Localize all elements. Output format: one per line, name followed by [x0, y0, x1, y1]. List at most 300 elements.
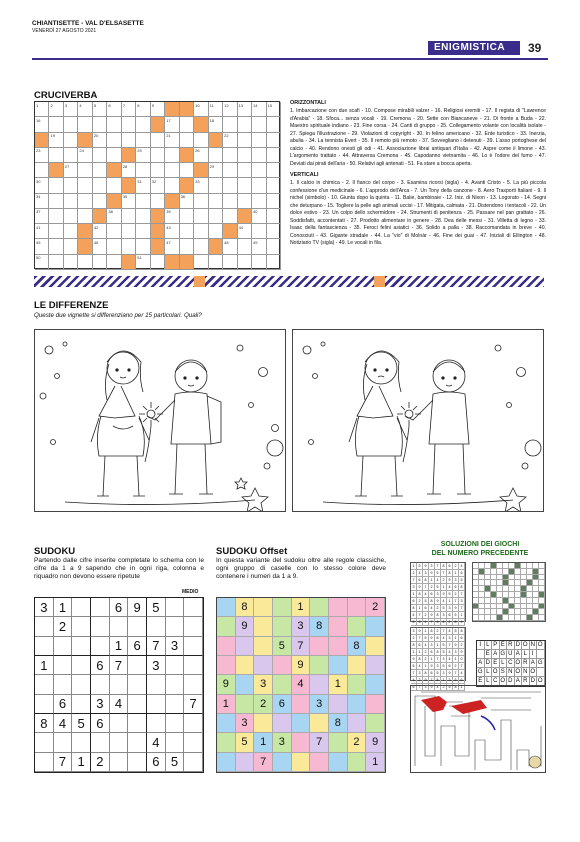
- crossword-cell[interactable]: [151, 133, 165, 148]
- sudoku-offset-cell[interactable]: 8: [310, 617, 329, 636]
- crossword-cell[interactable]: 5: [93, 102, 107, 117]
- sudoku-offset-cell[interactable]: 3: [236, 714, 255, 733]
- sudoku-offset-cell[interactable]: [366, 675, 385, 694]
- sudoku-offset-cell[interactable]: [236, 753, 255, 772]
- crossword-cell[interactable]: [252, 194, 266, 209]
- crossword-grid[interactable]: [34, 101, 280, 269]
- sudoku-cell[interactable]: 6: [91, 714, 110, 733]
- sudoku-offset-cell[interactable]: 6: [273, 695, 292, 714]
- sudoku-offset-cell[interactable]: 8: [329, 714, 348, 733]
- sudoku-offset-cell[interactable]: 1: [329, 675, 348, 694]
- crossword-cell[interactable]: [209, 224, 223, 239]
- sudoku-cell[interactable]: [91, 637, 110, 656]
- crossword-cell[interactable]: 1: [35, 102, 49, 117]
- sudoku-offset-cell[interactable]: [217, 753, 236, 772]
- crossword-cell[interactable]: 41: [35, 224, 49, 239]
- crossword-cell[interactable]: [267, 133, 281, 148]
- crossword-cell[interactable]: 49: [252, 239, 266, 254]
- sudoku-cell[interactable]: [91, 675, 110, 694]
- sudoku-cell[interactable]: 6: [128, 637, 147, 656]
- crossword-cell[interactable]: [122, 239, 136, 254]
- crossword-cell[interactable]: 44: [238, 224, 252, 239]
- crossword-cell[interactable]: [78, 209, 92, 224]
- sudoku-offset-cell[interactable]: [329, 733, 348, 752]
- crossword-cell[interactable]: [107, 239, 121, 254]
- crossword-cell[interactable]: [238, 163, 252, 178]
- sudoku-offset-cell[interactable]: [236, 656, 255, 675]
- sudoku-offset-cell[interactable]: 1: [292, 598, 311, 617]
- crossword-cell[interactable]: [136, 194, 150, 209]
- crossword-cell[interactable]: [194, 194, 208, 209]
- crossword-cell[interactable]: [107, 178, 121, 193]
- sudoku-cell[interactable]: [110, 753, 129, 772]
- sudoku-offset-cell[interactable]: [217, 656, 236, 675]
- sudoku-cell[interactable]: [128, 714, 147, 733]
- crossword-cell[interactable]: [180, 133, 194, 148]
- sudoku-offset-cell[interactable]: [217, 598, 236, 617]
- crossword-cell[interactable]: [78, 255, 92, 270]
- sudoku-offset-cell[interactable]: [273, 714, 292, 733]
- sudoku-offset-cell[interactable]: [348, 695, 367, 714]
- sudoku-offset-cell[interactable]: [329, 695, 348, 714]
- crossword-cell[interactable]: [180, 224, 194, 239]
- sudoku-offset-grid[interactable]: [216, 597, 386, 773]
- sudoku-cell[interactable]: [184, 617, 203, 636]
- differences-panel-left[interactable]: [34, 329, 286, 512]
- sudoku-cell[interactable]: 7: [54, 753, 73, 772]
- crossword-cell[interactable]: [165, 163, 179, 178]
- sudoku-offset-cell[interactable]: 9: [236, 617, 255, 636]
- sudoku-cell[interactable]: [128, 675, 147, 694]
- sudoku-cell[interactable]: 3: [35, 598, 54, 617]
- sudoku-offset-cell[interactable]: [310, 675, 329, 694]
- sudoku-offset-cell[interactable]: 8: [348, 637, 367, 656]
- sudoku-cell[interactable]: [91, 598, 110, 617]
- sudoku-offset-cell[interactable]: 5: [236, 733, 255, 752]
- crossword-cell[interactable]: [49, 117, 63, 132]
- sudoku-cell[interactable]: [72, 598, 91, 617]
- crossword-cell[interactable]: 25: [136, 148, 150, 163]
- crossword-cell[interactable]: [93, 194, 107, 209]
- sudoku-offset-cell[interactable]: [310, 753, 329, 772]
- sudoku-cell[interactable]: 7: [184, 695, 203, 714]
- sudoku-offset-cell[interactable]: [310, 656, 329, 675]
- sudoku-cell[interactable]: 3: [166, 637, 185, 656]
- sudoku-cell[interactable]: 4: [110, 695, 129, 714]
- sudoku-cell[interactable]: [110, 733, 129, 752]
- crossword-cell[interactable]: [107, 224, 121, 239]
- sudoku-offset-cell[interactable]: 1: [217, 695, 236, 714]
- crossword-cell[interactable]: 43: [165, 224, 179, 239]
- crossword-cell[interactable]: [165, 148, 179, 163]
- sudoku-cell[interactable]: [72, 733, 91, 752]
- crossword-cell[interactable]: [136, 239, 150, 254]
- sudoku-cell[interactable]: [128, 753, 147, 772]
- sudoku-cell[interactable]: 5: [72, 714, 91, 733]
- crossword-cell[interactable]: [223, 194, 237, 209]
- sudoku-offset-cell[interactable]: [273, 598, 292, 617]
- crossword-cell[interactable]: [194, 133, 208, 148]
- sudoku-cell[interactable]: [184, 656, 203, 675]
- sudoku-offset-cell[interactable]: [329, 753, 348, 772]
- crossword-cell[interactable]: [93, 163, 107, 178]
- crossword-cell[interactable]: [267, 224, 281, 239]
- sudoku-cell[interactable]: [166, 675, 185, 694]
- crossword-cell[interactable]: [252, 224, 266, 239]
- crossword-cell[interactable]: 13: [238, 102, 252, 117]
- crossword-cell[interactable]: [267, 209, 281, 224]
- sudoku-cell[interactable]: 1: [110, 637, 129, 656]
- crossword-cell[interactable]: 18: [209, 117, 223, 132]
- crossword-cell[interactable]: [252, 133, 266, 148]
- crossword-cell[interactable]: [252, 148, 266, 163]
- crossword-cell[interactable]: 36: [180, 194, 194, 209]
- crossword-cell[interactable]: [223, 178, 237, 193]
- crossword-cell[interactable]: 8: [136, 102, 150, 117]
- crossword-cell[interactable]: [49, 224, 63, 239]
- crossword-cell[interactable]: [93, 178, 107, 193]
- crossword-cell[interactable]: [49, 148, 63, 163]
- sudoku-offset-cell[interactable]: 7: [292, 637, 311, 656]
- sudoku-cell[interactable]: [166, 695, 185, 714]
- sudoku-cell[interactable]: 1: [35, 656, 54, 675]
- crossword-cell[interactable]: [238, 194, 252, 209]
- sudoku-cell[interactable]: 5: [147, 598, 166, 617]
- sudoku-cell[interactable]: [166, 617, 185, 636]
- sudoku-cell[interactable]: 3: [91, 695, 110, 714]
- crossword-cell[interactable]: [64, 133, 78, 148]
- sudoku-offset-cell[interactable]: [348, 598, 367, 617]
- crossword-cell[interactable]: [107, 148, 121, 163]
- crossword-cell[interactable]: [78, 163, 92, 178]
- crossword-cell[interactable]: [209, 148, 223, 163]
- crossword-cell[interactable]: [151, 194, 165, 209]
- crossword-cell[interactable]: 24: [78, 148, 92, 163]
- sudoku-cell[interactable]: [110, 675, 129, 694]
- sudoku-offset-cell[interactable]: [273, 753, 292, 772]
- sudoku-offset-cell[interactable]: 8: [236, 598, 255, 617]
- crossword-cell[interactable]: 34: [35, 194, 49, 209]
- sudoku-cell[interactable]: [166, 714, 185, 733]
- sudoku-offset-cell[interactable]: 3: [273, 733, 292, 752]
- sudoku-offset-cell[interactable]: 3: [292, 617, 311, 636]
- sudoku-offset-cell[interactable]: 3: [310, 695, 329, 714]
- crossword-cell[interactable]: [238, 117, 252, 132]
- sudoku-cell[interactable]: 1: [54, 598, 73, 617]
- sudoku-offset-cell[interactable]: [217, 637, 236, 656]
- sudoku-cell[interactable]: [184, 733, 203, 752]
- sudoku-offset-cell[interactable]: 9: [217, 675, 236, 694]
- sudoku-cell[interactable]: [184, 753, 203, 772]
- crossword-cell[interactable]: [194, 224, 208, 239]
- crossword-cell[interactable]: [78, 194, 92, 209]
- crossword-cell[interactable]: [136, 209, 150, 224]
- sudoku-cell[interactable]: 3: [147, 656, 166, 675]
- crossword-cell[interactable]: [151, 255, 165, 270]
- sudoku-cell[interactable]: [72, 637, 91, 656]
- sudoku-cell[interactable]: 7: [110, 656, 129, 675]
- sudoku-offset-cell[interactable]: 1: [254, 733, 273, 752]
- crossword-cell[interactable]: [194, 255, 208, 270]
- sudoku-offset-cell[interactable]: [366, 695, 385, 714]
- crossword-cell[interactable]: 16: [35, 117, 49, 132]
- sudoku-cell[interactable]: 6: [110, 598, 129, 617]
- sudoku-offset-cell[interactable]: [348, 656, 367, 675]
- crossword-cell[interactable]: [238, 148, 252, 163]
- sudoku-offset-cell[interactable]: [273, 617, 292, 636]
- sudoku-cell[interactable]: [54, 637, 73, 656]
- sudoku-offset-cell[interactable]: [310, 637, 329, 656]
- crossword-cell[interactable]: 26: [194, 148, 208, 163]
- crossword-cell[interactable]: [136, 163, 150, 178]
- sudoku-offset-cell[interactable]: [329, 598, 348, 617]
- crossword-cell[interactable]: [223, 117, 237, 132]
- sudoku-offset-cell[interactable]: [254, 714, 273, 733]
- crossword-cell[interactable]: 50: [35, 255, 49, 270]
- sudoku-offset-cell[interactable]: [292, 695, 311, 714]
- sudoku-cell[interactable]: [184, 637, 203, 656]
- crossword-cell[interactable]: [267, 239, 281, 254]
- crossword-cell[interactable]: [180, 209, 194, 224]
- sudoku-offset-cell[interactable]: [217, 617, 236, 636]
- sudoku-cell[interactable]: [35, 753, 54, 772]
- crossword-cell[interactable]: [93, 148, 107, 163]
- crossword-cell[interactable]: 51: [136, 255, 150, 270]
- sudoku-cell[interactable]: [147, 675, 166, 694]
- crossword-cell[interactable]: [151, 148, 165, 163]
- crossword-cell[interactable]: 10: [194, 102, 208, 117]
- sudoku-offset-cell[interactable]: [348, 753, 367, 772]
- sudoku-cell[interactable]: 5: [166, 753, 185, 772]
- sudoku-cell[interactable]: [184, 598, 203, 617]
- sudoku-cell[interactable]: [72, 617, 91, 636]
- sudoku-cell[interactable]: [35, 695, 54, 714]
- sudoku-cell[interactable]: [35, 733, 54, 752]
- sudoku-offset-cell[interactable]: [254, 617, 273, 636]
- crossword-cell[interactable]: [267, 178, 281, 193]
- sudoku-offset-cell[interactable]: 9: [292, 656, 311, 675]
- crossword-cell[interactable]: 42: [93, 224, 107, 239]
- crossword-cell[interactable]: [238, 255, 252, 270]
- sudoku-cell[interactable]: [128, 617, 147, 636]
- crossword-cell[interactable]: [238, 239, 252, 254]
- sudoku-cell[interactable]: 6: [54, 695, 73, 714]
- sudoku-offset-cell[interactable]: 7: [254, 753, 273, 772]
- crossword-cell[interactable]: [209, 255, 223, 270]
- crossword-cell[interactable]: [209, 194, 223, 209]
- crossword-cell[interactable]: [238, 133, 252, 148]
- crossword-cell[interactable]: [165, 178, 179, 193]
- crossword-cell[interactable]: [252, 255, 266, 270]
- sudoku-offset-cell[interactable]: [348, 714, 367, 733]
- sudoku-offset-cell[interactable]: [329, 637, 348, 656]
- sudoku-offset-cell[interactable]: 5: [273, 637, 292, 656]
- sudoku-offset-cell[interactable]: [366, 656, 385, 675]
- sudoku-cell[interactable]: [128, 695, 147, 714]
- crossword-cell[interactable]: [49, 194, 63, 209]
- sudoku-offset-cell[interactable]: [366, 637, 385, 656]
- crossword-cell[interactable]: 20: [93, 133, 107, 148]
- sudoku-offset-cell[interactable]: 2: [366, 598, 385, 617]
- crossword-cell[interactable]: [267, 148, 281, 163]
- crossword-cell[interactable]: 48: [223, 239, 237, 254]
- crossword-cell[interactable]: [64, 148, 78, 163]
- sudoku-cell[interactable]: [54, 733, 73, 752]
- crossword-cell[interactable]: 7: [122, 102, 136, 117]
- crossword-cell[interactable]: [122, 117, 136, 132]
- crossword-cell[interactable]: [49, 239, 63, 254]
- sudoku-offset-cell[interactable]: 7: [310, 733, 329, 752]
- crossword-cell[interactable]: [252, 117, 266, 132]
- crossword-cell[interactable]: [64, 224, 78, 239]
- sudoku-cell[interactable]: [35, 675, 54, 694]
- crossword-cell[interactable]: [107, 117, 121, 132]
- crossword-cell[interactable]: [35, 163, 49, 178]
- sudoku-cell[interactable]: [110, 617, 129, 636]
- crossword-cell[interactable]: [180, 239, 194, 254]
- crossword-cell[interactable]: 30: [35, 178, 49, 193]
- crossword-cell[interactable]: [267, 255, 281, 270]
- crossword-cell[interactable]: [122, 224, 136, 239]
- sudoku-offset-cell[interactable]: [310, 598, 329, 617]
- crossword-cell[interactable]: [194, 209, 208, 224]
- crossword-cell[interactable]: 31: [136, 178, 150, 193]
- crossword-cell[interactable]: [64, 194, 78, 209]
- sudoku-offset-cell[interactable]: 4: [292, 675, 311, 694]
- sudoku-offset-cell[interactable]: [273, 675, 292, 694]
- crossword-cell[interactable]: 39: [165, 209, 179, 224]
- sudoku-cell[interactable]: [91, 733, 110, 752]
- crossword-cell[interactable]: [49, 255, 63, 270]
- crossword-cell[interactable]: [136, 133, 150, 148]
- sudoku-cell[interactable]: [184, 675, 203, 694]
- crossword-cell[interactable]: [93, 117, 107, 132]
- crossword-cell[interactable]: 12: [223, 102, 237, 117]
- sudoku-cell[interactable]: 1: [72, 753, 91, 772]
- crossword-cell[interactable]: 22: [223, 133, 237, 148]
- crossword-cell[interactable]: [64, 117, 78, 132]
- crossword-cell[interactable]: [93, 255, 107, 270]
- sudoku-cell[interactable]: [166, 733, 185, 752]
- sudoku-cell[interactable]: 8: [35, 714, 54, 733]
- crossword-cell[interactable]: [78, 117, 92, 132]
- sudoku-cell[interactable]: [166, 598, 185, 617]
- sudoku-cell[interactable]: [72, 656, 91, 675]
- crossword-cell[interactable]: [267, 163, 281, 178]
- crossword-cell[interactable]: 17: [165, 117, 179, 132]
- crossword-cell[interactable]: [151, 163, 165, 178]
- sudoku-offset-cell[interactable]: [217, 733, 236, 752]
- crossword-cell[interactable]: [107, 133, 121, 148]
- crossword-cell[interactable]: [194, 239, 208, 254]
- crossword-cell[interactable]: [267, 194, 281, 209]
- sudoku-offset-cell[interactable]: [366, 617, 385, 636]
- sudoku-grid[interactable]: [34, 597, 204, 773]
- crossword-cell[interactable]: 33: [194, 178, 208, 193]
- crossword-cell[interactable]: [180, 163, 194, 178]
- sudoku-offset-cell[interactable]: [292, 714, 311, 733]
- crossword-cell[interactable]: 37: [35, 209, 49, 224]
- crossword-cell[interactable]: [64, 255, 78, 270]
- sudoku-offset-cell[interactable]: [329, 656, 348, 675]
- sudoku-cell[interactable]: [166, 656, 185, 675]
- sudoku-offset-cell[interactable]: [292, 753, 311, 772]
- sudoku-cell[interactable]: [184, 714, 203, 733]
- sudoku-offset-cell[interactable]: [366, 714, 385, 733]
- crossword-cell[interactable]: 28: [122, 163, 136, 178]
- crossword-cell[interactable]: 40: [252, 209, 266, 224]
- sudoku-cell[interactable]: [54, 656, 73, 675]
- crossword-cell[interactable]: [267, 117, 281, 132]
- crossword-cell[interactable]: [223, 209, 237, 224]
- sudoku-offset-cell[interactable]: [254, 656, 273, 675]
- crossword-cell[interactable]: 46: [93, 239, 107, 254]
- sudoku-offset-cell[interactable]: [217, 714, 236, 733]
- sudoku-cell[interactable]: 6: [147, 753, 166, 772]
- sudoku-cell[interactable]: [35, 617, 54, 636]
- crossword-cell[interactable]: [180, 117, 194, 132]
- crossword-cell[interactable]: 35: [122, 194, 136, 209]
- crossword-cell[interactable]: [252, 178, 266, 193]
- crossword-cell[interactable]: 45: [35, 239, 49, 254]
- crossword-cell[interactable]: 29: [209, 163, 223, 178]
- sudoku-cell[interactable]: [128, 733, 147, 752]
- crossword-cell[interactable]: [136, 117, 150, 132]
- crossword-cell[interactable]: [49, 178, 63, 193]
- sudoku-offset-cell[interactable]: [348, 675, 367, 694]
- sudoku-offset-cell[interactable]: [292, 733, 311, 752]
- crossword-cell[interactable]: 21: [165, 133, 179, 148]
- sudoku-cell[interactable]: [54, 675, 73, 694]
- sudoku-cell[interactable]: [147, 617, 166, 636]
- crossword-cell[interactable]: [223, 148, 237, 163]
- sudoku-cell[interactable]: [128, 656, 147, 675]
- crossword-cell[interactable]: [136, 224, 150, 239]
- sudoku-cell[interactable]: [147, 695, 166, 714]
- sudoku-cell[interactable]: 9: [128, 598, 147, 617]
- crossword-cell[interactable]: [107, 255, 121, 270]
- crossword-cell[interactable]: [78, 178, 92, 193]
- crossword-cell[interactable]: 9: [151, 102, 165, 117]
- sudoku-offset-cell[interactable]: [236, 637, 255, 656]
- crossword-cell[interactable]: [209, 178, 223, 193]
- crossword-cell[interactable]: [238, 178, 252, 193]
- sudoku-offset-cell[interactable]: [254, 637, 273, 656]
- crossword-cell[interactable]: 11: [209, 102, 223, 117]
- crossword-cell[interactable]: [64, 239, 78, 254]
- sudoku-cell[interactable]: 6: [91, 656, 110, 675]
- crossword-cell[interactable]: 38: [107, 209, 121, 224]
- sudoku-offset-cell[interactable]: [348, 617, 367, 636]
- crossword-cell[interactable]: 47: [165, 239, 179, 254]
- crossword-cell[interactable]: 2: [49, 102, 63, 117]
- sudoku-cell[interactable]: [91, 617, 110, 636]
- sudoku-offset-cell[interactable]: [254, 598, 273, 617]
- sudoku-cell[interactable]: [72, 675, 91, 694]
- crossword-cell[interactable]: [209, 209, 223, 224]
- sudoku-offset-cell[interactable]: 1: [366, 753, 385, 772]
- sudoku-offset-cell[interactable]: 2: [348, 733, 367, 752]
- crossword-cell[interactable]: 4: [78, 102, 92, 117]
- crossword-cell[interactable]: [122, 133, 136, 148]
- differences-panel-right[interactable]: [292, 329, 544, 512]
- crossword-cell[interactable]: 3: [64, 102, 78, 117]
- sudoku-offset-cell[interactable]: [310, 714, 329, 733]
- sudoku-offset-cell[interactable]: 2: [254, 695, 273, 714]
- sudoku-cell[interactable]: 2: [91, 753, 110, 772]
- crossword-cell[interactable]: [64, 178, 78, 193]
- crossword-cell[interactable]: [64, 209, 78, 224]
